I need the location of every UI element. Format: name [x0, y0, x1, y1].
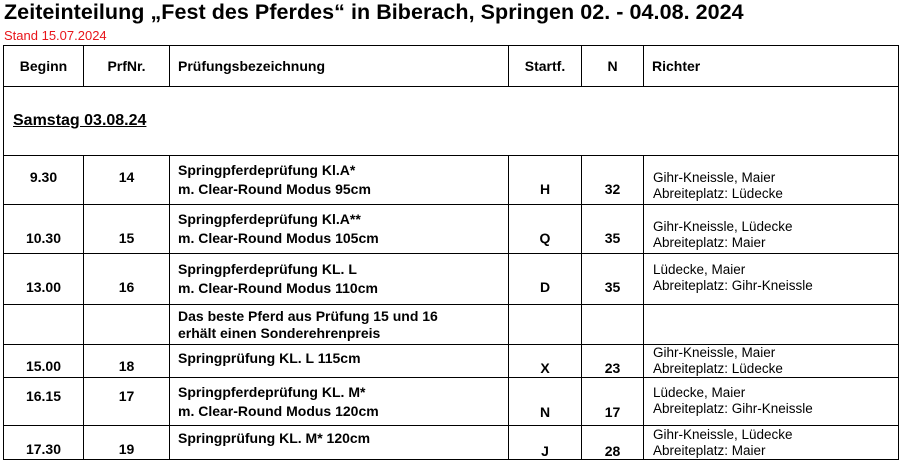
desc-line-1: Springpferdeprüfung Kl.A* — [178, 162, 356, 178]
cell-richter — [644, 345, 899, 378]
richter-line-2: Abreiteplatz: Lüdecke — [653, 361, 783, 376]
cell-n — [582, 305, 644, 345]
cell-prfnr: 14 — [84, 156, 170, 205]
schedule-table — [3, 45, 899, 460]
richter-line-1: Gihr-Kneissle, Lüdecke — [653, 219, 793, 234]
cell-richter — [644, 254, 899, 305]
cell-prfnr: 16 — [84, 254, 170, 305]
table-row — [4, 426, 899, 460]
header-prfnr: PrfNr. — [84, 46, 170, 87]
cell-prfnr — [84, 305, 170, 345]
cell-startfolge — [509, 305, 582, 345]
cell-n: 28 — [582, 426, 644, 460]
cell-beginn — [4, 305, 84, 345]
cell-startfolge: Q — [509, 205, 582, 254]
note-line-2: erhält einen Sonderehrenpreis — [178, 324, 381, 341]
richter-line-1: Lüdecke, Maier — [653, 262, 746, 277]
richter-line-2: Abreiteplatz: Gihr-Kneissle — [653, 278, 813, 293]
cell-richter — [644, 156, 899, 205]
desc-line-2: m. Clear-Round Modus 110cm — [178, 280, 378, 296]
cell-n: 35 — [582, 254, 644, 305]
cell-n: 32 — [582, 156, 644, 205]
table-row — [4, 205, 899, 254]
table-row — [4, 345, 899, 378]
desc-line-2: m. Clear-Round Modus 120cm — [178, 402, 379, 419]
cell-beginn: 13.00 — [4, 254, 84, 305]
cell-richter — [644, 305, 899, 345]
cell-prfnr: 17 — [84, 378, 170, 426]
header-startfolge: Startf. — [509, 46, 582, 87]
table-row — [4, 254, 899, 305]
cell-bezeichnung — [170, 254, 509, 305]
cell-beginn: 10.30 — [4, 205, 84, 254]
header-row — [4, 46, 899, 87]
richter-line-2: Abreiteplatz: Lüdecke — [653, 186, 783, 201]
cell-bezeichnung — [170, 345, 509, 378]
cell-startfolge: X — [509, 345, 582, 378]
richter-line-2: Abreiteplatz: Gihr-Kneissle — [653, 400, 813, 416]
cell-bezeichnung — [170, 205, 509, 254]
desc-line-2: m. Clear-Round Modus 95cm — [178, 181, 371, 197]
cell-richter — [644, 205, 899, 254]
cell-startfolge: J — [509, 426, 582, 460]
desc-line-1: Springpferdeprüfung KL. M* — [178, 383, 366, 400]
richter-line-1: Lüdecke, Maier — [653, 384, 746, 400]
cell-bezeichnung — [170, 156, 509, 205]
cell-prfnr: 19 — [84, 426, 170, 460]
day-row — [4, 87, 899, 156]
richter-line-1: Gihr-Kneissle, Maier — [653, 170, 776, 185]
cell-prfnr: 18 — [84, 345, 170, 378]
cell-beginn: 17.30 — [4, 426, 84, 460]
desc-line-1: Springpferdeprüfung KL. L — [178, 261, 357, 277]
table-row — [4, 378, 899, 426]
cell-note — [170, 305, 509, 345]
header-richter: Richter — [644, 46, 899, 87]
header-beginn: Beginn — [4, 46, 84, 87]
header-n: N — [582, 46, 644, 87]
day-label: Samstag 03.08.24 — [13, 112, 147, 129]
cell-prfnr: 15 — [84, 205, 170, 254]
cell-beginn: 15.00 — [4, 345, 84, 378]
cell-n: 23 — [582, 345, 644, 378]
stand-date: Stand 15.07.2024 — [4, 28, 107, 43]
cell-richter — [644, 378, 899, 426]
richter-line-1: Gihr-Kneissle, Maier — [653, 345, 776, 360]
richter-line-2: Abreiteplatz: Maier — [653, 235, 766, 250]
desc-line-2: m. Clear-Round Modus 105cm — [178, 230, 379, 246]
cell-n: 17 — [582, 378, 644, 426]
cell-beginn: 16.15 — [4, 378, 84, 426]
day-cell — [4, 87, 899, 156]
desc-line-1: Springpferdeprüfung Kl.A** — [178, 211, 361, 227]
table-row — [4, 305, 899, 345]
cell-bezeichnung — [170, 378, 509, 426]
cell-startfolge: H — [509, 156, 582, 205]
cell-startfolge: N — [509, 378, 582, 426]
richter-line-1: Gihr-Kneissle, Lüdecke — [653, 426, 793, 442]
cell-n: 35 — [582, 205, 644, 254]
note-line-1: Das beste Pferd aus Prüfung 15 und 16 — [178, 307, 438, 324]
richter-line-2: Abreiteplatz: Maier — [653, 442, 766, 458]
cell-bezeichnung — [170, 426, 509, 460]
cell-beginn: 9.30 — [4, 156, 84, 205]
cell-richter — [644, 426, 899, 460]
desc-line-1: Springprüfung KL. L 115cm — [178, 350, 361, 366]
cell-startfolge: D — [509, 254, 582, 305]
header-bezeichnung: Prüfungsbezeichnung — [170, 46, 509, 87]
table-row — [4, 156, 899, 205]
desc-line-1: Springprüfung KL. M* 120cm — [178, 430, 371, 446]
page-title: Zeiteinteilung „Fest des Pferdes“ in Biberach, Springen 02. - 04.08. 2024 — [4, 0, 744, 24]
